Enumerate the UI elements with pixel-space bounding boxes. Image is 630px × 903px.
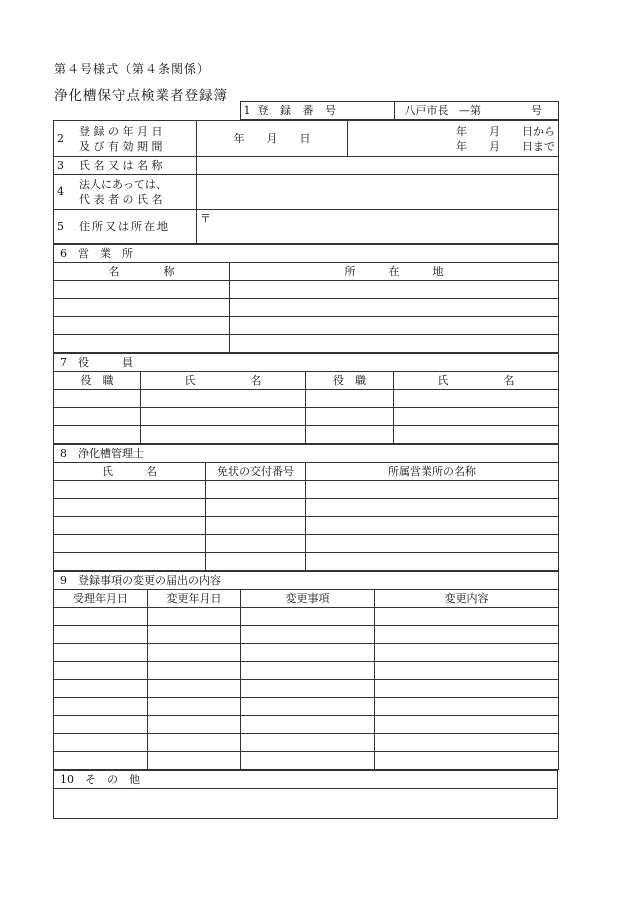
changes-col-item: 変更事項 [241,590,375,608]
managers-table [53,444,559,571]
officers-col-role-1: 役 職 [54,372,141,390]
representative-label: 4法人にあっては、 代 表 者 の 氏 名 [54,175,197,210]
registry-form [53,101,558,819]
table-row [54,553,559,571]
postal-mark: 〒 [200,212,211,225]
table-row [54,299,559,317]
table-row [54,390,559,408]
officers-section-title: 7 役 員 [54,354,559,372]
other-section-title: 10 そ の 他 [54,771,558,789]
managers-col-license: 免状の交付番号 [206,463,306,481]
table-row [54,535,559,553]
address-label: 5 住所又は所在地 [54,210,197,244]
registration-table [53,101,559,120]
form-number: 第４号様式（第４条関係） [54,62,211,76]
representative-cell[interactable] [197,175,559,210]
table-row [54,426,559,444]
officers-col-role-2: 役 職 [306,372,394,390]
page-title: 浄化槽保守点検業者登録簿 [54,88,228,104]
changes-table [53,571,559,770]
registration-number-label: 1 登 録 番 号 [240,102,394,120]
address-cell[interactable] [197,210,559,244]
name-cell[interactable] [197,157,559,175]
table-row [54,481,559,499]
managers-col-name: 氏 名 [54,463,206,481]
registration-number-cell[interactable]: 八戸市長 —第 号 [394,102,558,120]
changes-col-changed: 変更年月日 [148,590,241,608]
table-row [54,698,559,716]
offices-table [53,244,559,353]
table-row [54,734,559,752]
table-row [54,662,559,680]
table-row [54,281,559,299]
table-row [54,517,559,535]
table-row [54,317,559,335]
managers-col-office: 所属営業所の名称 [306,463,559,481]
table-row [54,752,559,770]
other-table [53,770,558,819]
table-row [54,408,559,426]
name-label: 3 氏 名 又 は 名 称 [54,157,197,175]
officers-table [53,353,559,444]
offices-section-title: 6 営 業 所 [54,245,559,263]
period-label: 2登 録 の 年 月 日 及 び 有 効 期 間 [54,121,197,157]
changes-section-title: 9 登録事項の変更の届出の内容 [54,572,559,590]
validity-period-cell[interactable]: 年 月 日から 年 月 日まで [348,121,559,157]
table-row [54,716,559,734]
officers-col-name-1: 氏 名 [141,372,306,390]
basic-info-table [53,120,559,244]
registration-date-cell[interactable]: 年 月 日 [197,121,348,157]
table-row [54,608,559,626]
changes-col-content: 変更内容 [375,590,559,608]
table-row [54,644,559,662]
officers-col-name-2: 氏 名 [394,372,559,390]
changes-col-received: 受理年月日 [54,590,148,608]
offices-col-name: 名 称 [54,263,230,281]
table-row [54,499,559,517]
table-row [54,335,559,353]
other-cell[interactable] [54,789,558,819]
managers-section-title: 8 浄化槽管理士 [54,445,559,463]
table-row [54,626,559,644]
table-row [54,680,559,698]
offices-col-location: 所 在 地 [230,263,559,281]
